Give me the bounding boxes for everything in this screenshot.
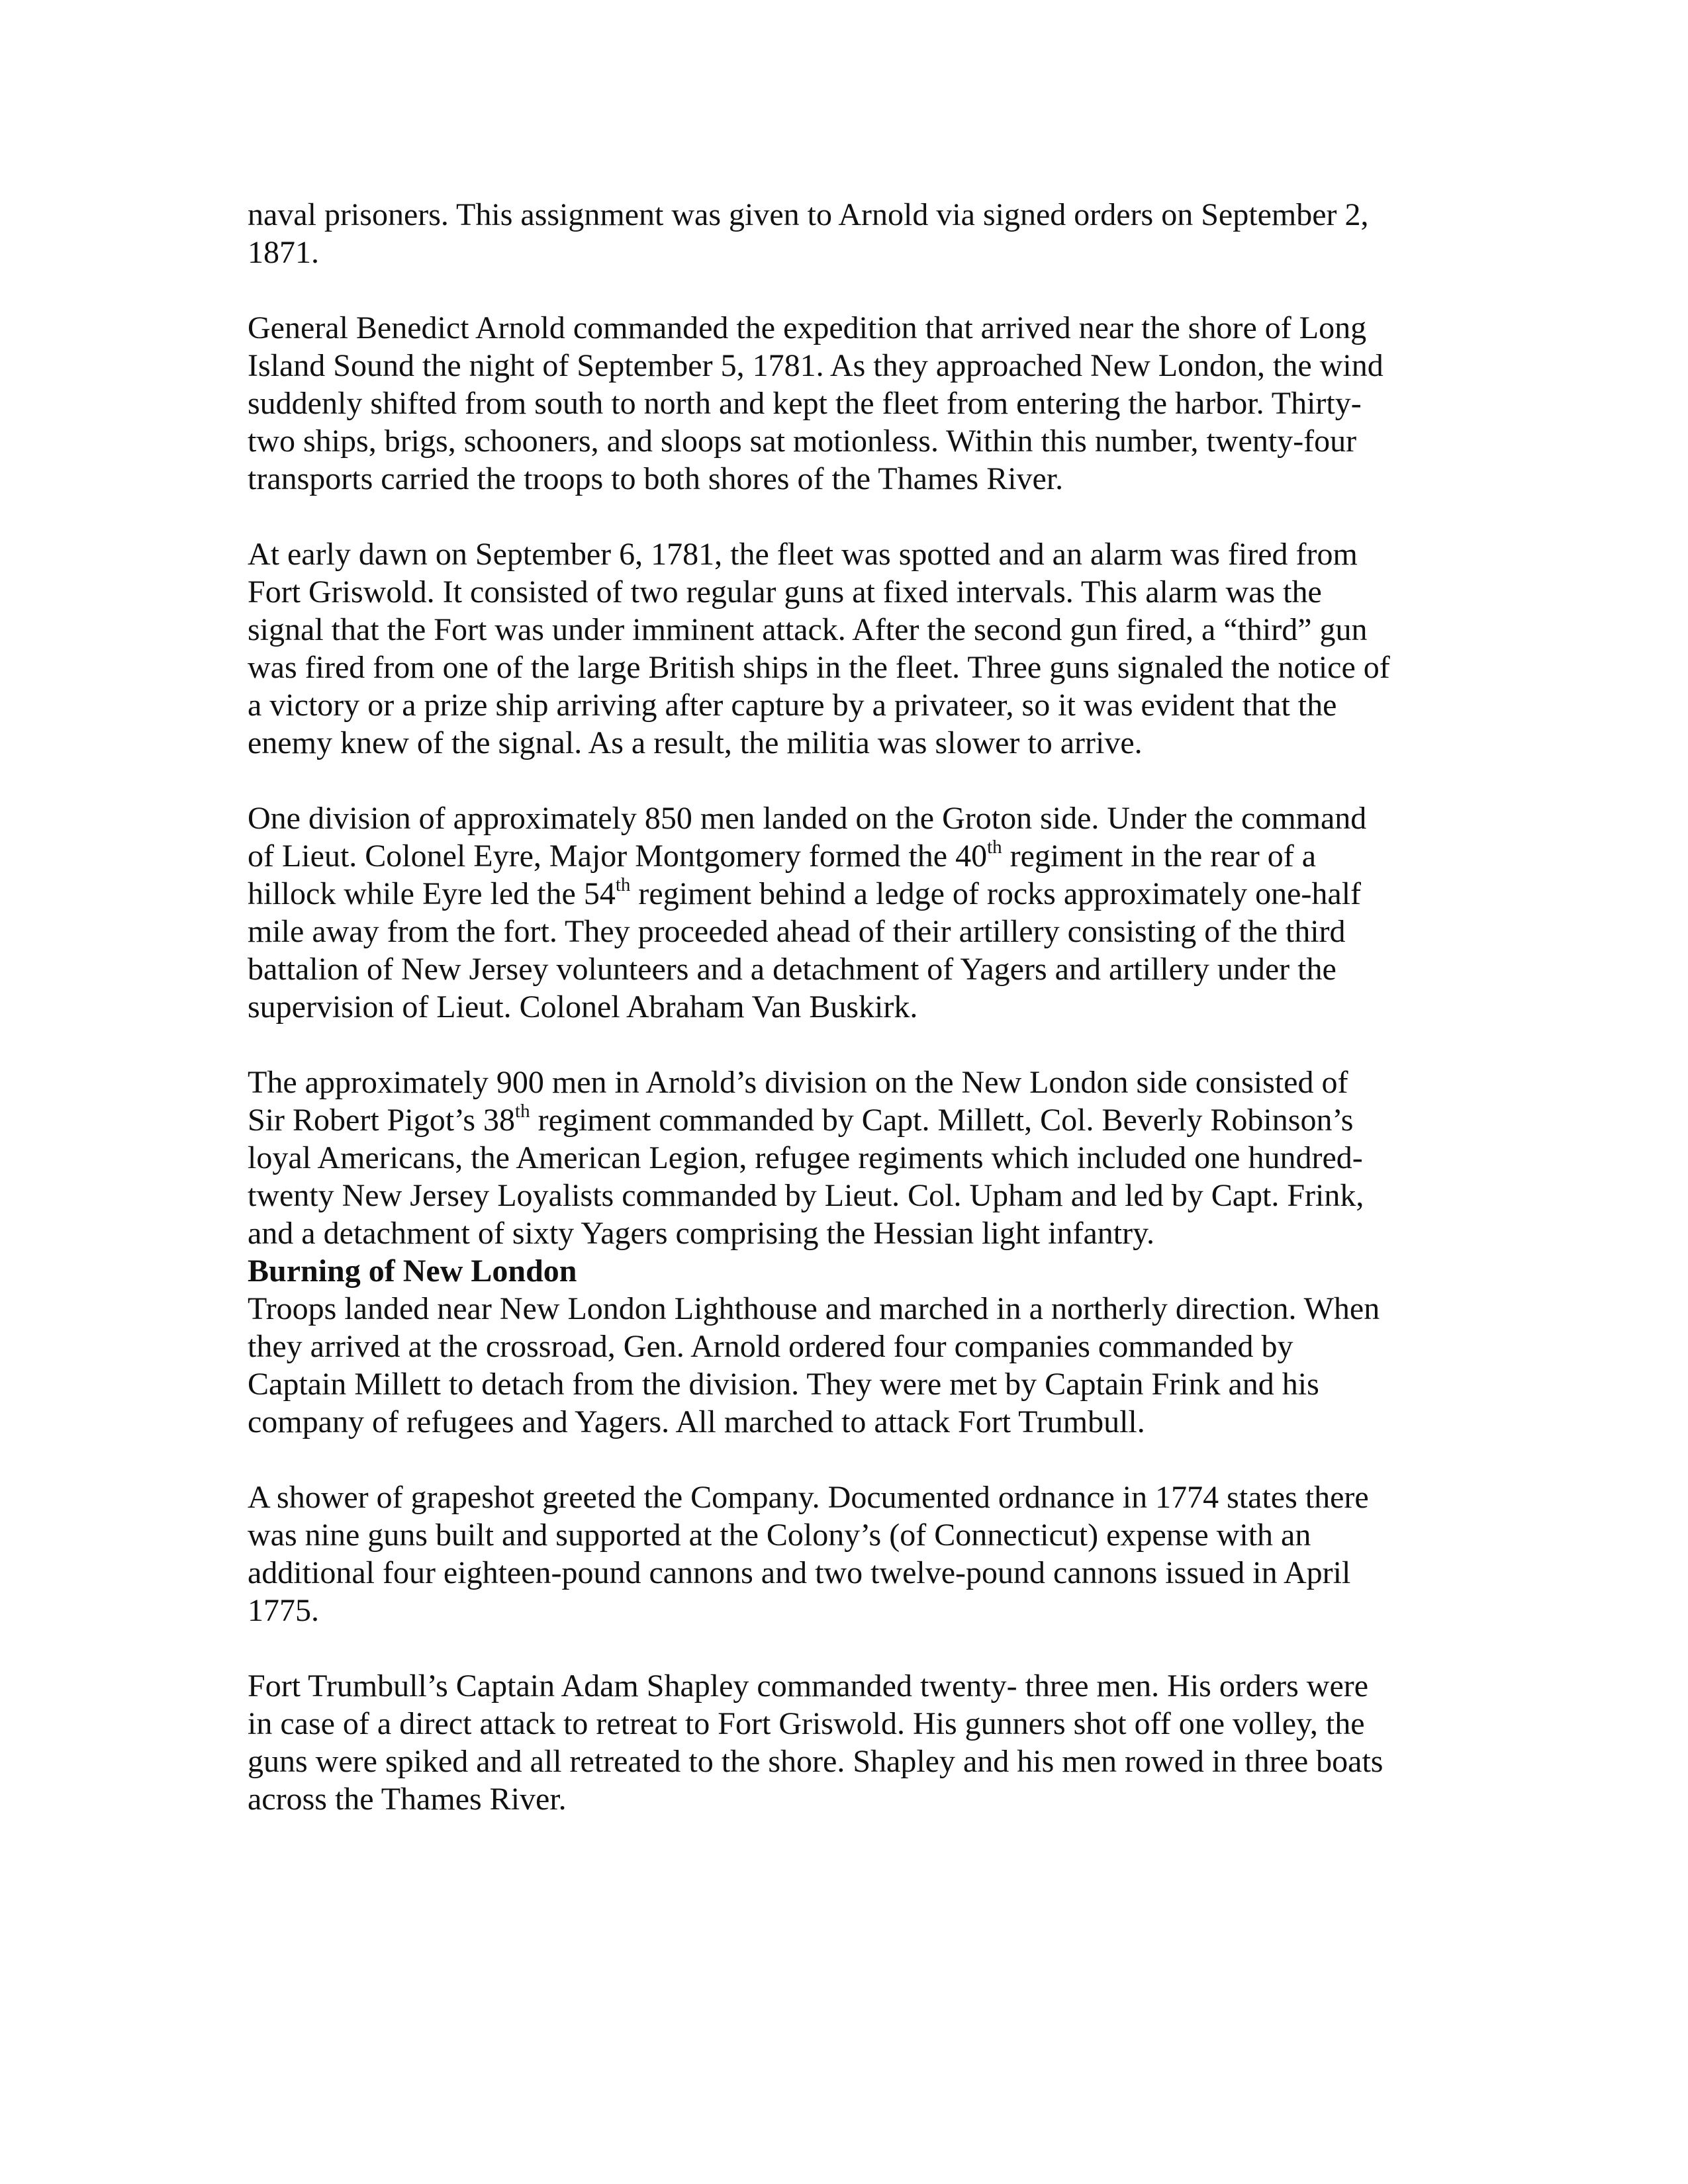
paragraph-naval-prisoners: naval prisoners. This assignment was given to Arnold via signed orders on September 2, 1871. — [248, 197, 1369, 270]
paragraph-fort-trumbull: Fort Trumbull’s Captain Adam Shapley commanded twenty- three men. His orders were in case of a direct attack to retreat to Fort Griswold. His gunners shot off one volley, the guns were spiked and all retreated to the shore. Shapley and his men rowed in three boats across the Thames River. — [248, 1668, 1383, 1817]
paragraph-troops-landed: Troops landed near New London Lighthouse and marched in a northerly direction. When they arrived at the crossroad, Gen. Arnold ordered four companies commanded by Captain Millett to detach from the division. They were met by Captain Frink and his company of refugees and Yagers. All marched to attack Fort Trumbull. — [248, 1291, 1380, 1439]
paragraph-arnold-expedition: General Benedict Arnold commanded the expedition that arrived near the shore of Long Island Sound the night of September 5, 1781. As they approached New London, the wind suddenly shifted from south to north and kept the fleet from entering the harbor. Thirty- two ships, brigs, schooners, and sloops sat motionless. Within this number, twenty-four transports carried the troops to both shores of the Thames River. — [248, 310, 1383, 496]
paragraph-new-london-division-part-b: regiment commanded by Capt. Millett, Col. Beverly Robinson’s loyal Americans, the American Legion, refugee regiments which included one hundred- twenty New Jersey Loyalists commanded by Lieut. Col. Upham and led by Capt. Frink, and a detachment of sixty Yagers comprising the Hessian light infantry. — [248, 1103, 1364, 1251]
paragraph-groton-division-part-b: regiment in the rear of a hillock while Eyre led the 54 — [248, 839, 1317, 911]
section-heading: Burning of New London — [248, 1253, 577, 1289]
paragraph-groton-division-part-a: One division of approximately 850 men landed on the Groton side. Under the command of Lieut. Colonel Eyre, Major Montgomery formed the 40 — [248, 801, 1367, 874]
superscript-40th: th — [987, 837, 1002, 858]
paragraph-groton-division-part-c: regiment behind a ledge of rocks approximately one-half mile away from the fort. They proceeded ahead of their artillery consisting of the third battalion of New Jersey volunteers and a detachment of Yagers and artillery under the supervision of Lieut. Colonel Abraham Van Buskirk. — [248, 876, 1362, 1024]
paragraph-early-dawn-alarm: At early dawn on September 6, 1781, the fleet was spotted and an alarm was fired from Fort Griswold. It consisted of two regular guns at fixed intervals. This alarm was the signal that the Fort was under imminent attack. After the second gun fired, a “third” gun was fired from one of the large British ships in the fleet. Three guns signaled the notice of a victory or a prize ship arriving after capture by a privateer, so it was evident that the enemy knew of the signal. As a result, the militia was slower to arrive. — [248, 537, 1390, 760]
paragraph-grapeshot: A shower of grapeshot greeted the Company. Documented ordnance in 1774 states there was nine guns built and supported at the Colony’s (of Connecticut) expense with an additional four eighteen-pound cannons and two twelve-pound cannons issued in April 1775. — [248, 1480, 1369, 1628]
paragraph-new-london-division-part-a: The approximately 900 men in Arnold’s division on the New London side consisted of Sir Robert Pigot’s 38 — [248, 1065, 1348, 1138]
paragraph-new-london-division — [248, 1064, 1446, 1252]
text-column — [248, 196, 1446, 1818]
superscript-54th: th — [615, 874, 631, 895]
paragraph-groton-division — [248, 799, 1446, 1026]
superscript-38th: th — [515, 1101, 530, 1122]
